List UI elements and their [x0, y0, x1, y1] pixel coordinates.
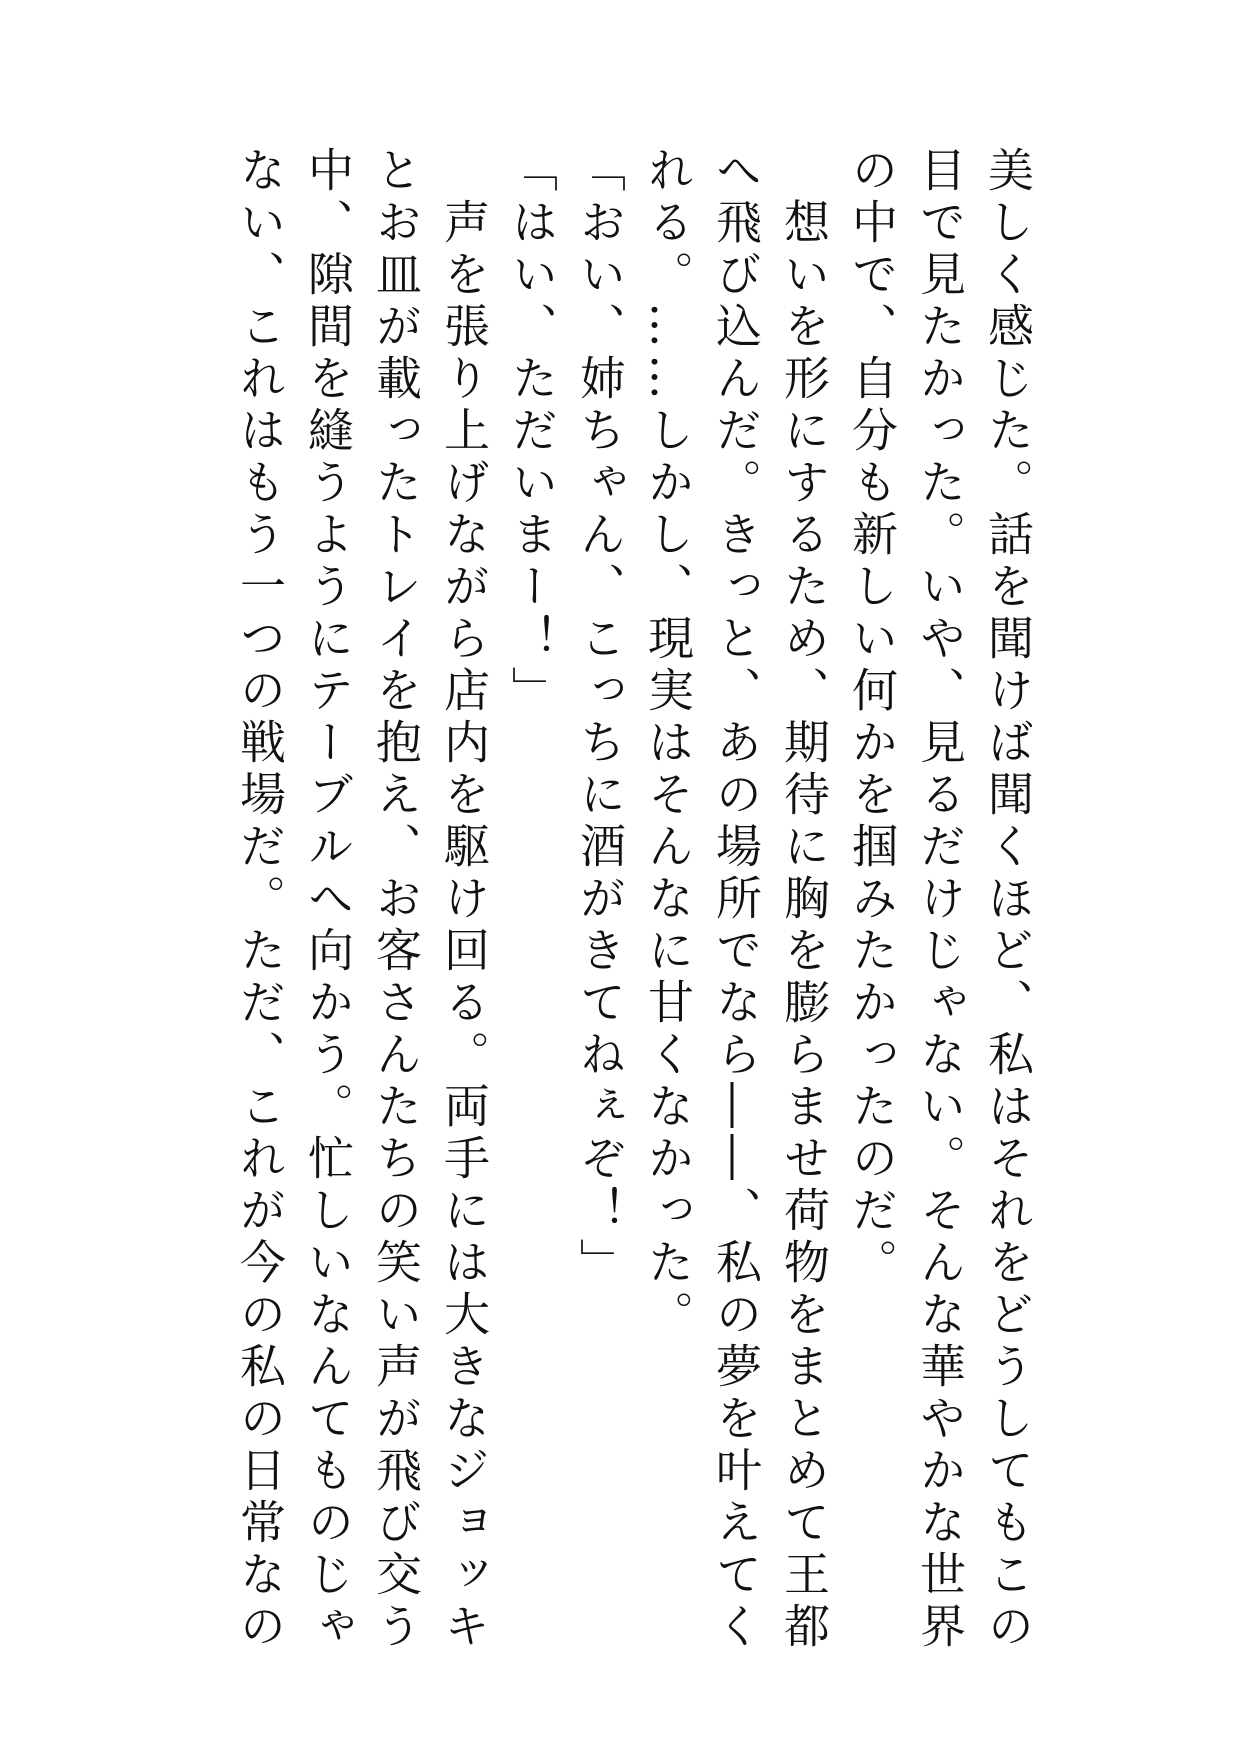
text-line-4: 想いを形にするため、期待に胸を膨らませ荷物をまとめて王都 [777, 146, 831, 1654]
text-line-10: とお皿が載ったトレイを抱え、お客さんたちの笑い声が飛び交う [369, 146, 423, 1654]
text-line-2: 目で見たかった。いや、見るだけじゃない。そんな華やかな世界 [913, 146, 967, 1654]
text-line-11: 中、隙間を縫うようにテーブルへ向かう。忙しいなんてものじゃ [301, 146, 355, 1654]
text-line-5: へ飛び込んだ。きっと、あの場所でなら――、私の夢を叶えてく [709, 146, 763, 1654]
text-line-12: ない、これはもう一つの戦場だ。ただ、これが今の私の日常なの [233, 146, 287, 1654]
text-line-8: 「はい、ただいまー！」 [505, 146, 559, 718]
text-line-3: の中で、自分も新しい何かを掴みたかったのだ。 [845, 146, 899, 1290]
text-line-9: 声を張り上げながら店内を駆け回る。両手には大きなジョッキ [437, 146, 491, 1654]
text-line-7: 「おい、姉ちゃん、こっちに酒がきてねぇぞ！」 [573, 146, 627, 1290]
text-line-1: 美しく感じた。話を聞けば聞くほど、私はそれをどうしてもこの [981, 146, 1035, 1654]
text-line-6: れる。……しかし、現実はそんなに甘くなかった。 [641, 146, 695, 1342]
vertical-text-body [226, 146, 1042, 1654]
